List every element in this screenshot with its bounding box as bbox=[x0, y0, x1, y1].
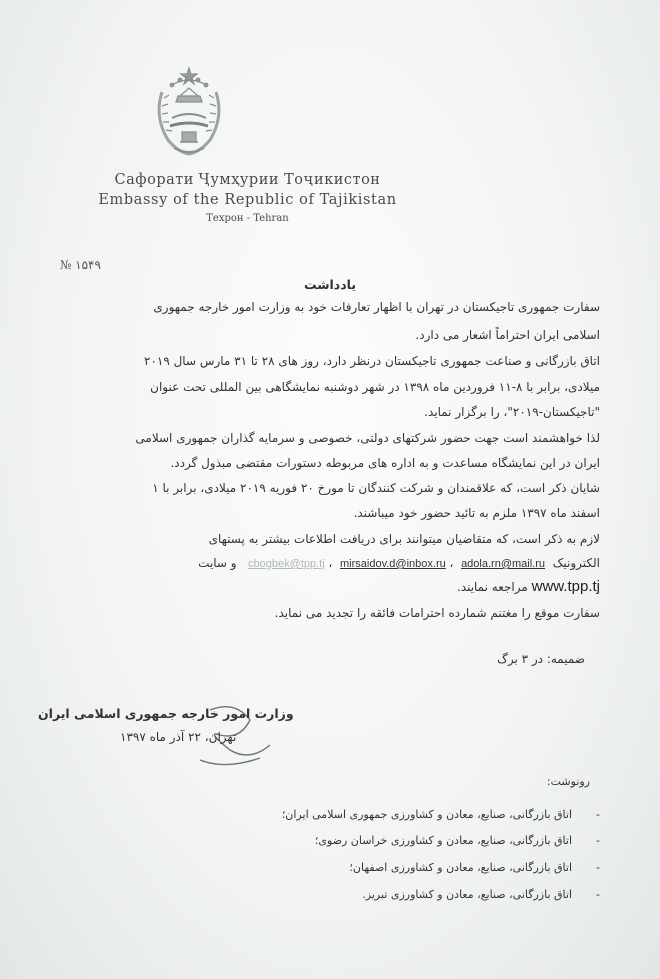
body-line-4: میلادی، برابر با ۸-۱۱ فروردین ماه ۱۳۹۸ در شهر دوشنبه نمایشگاهی بین المللی تحت عنوان bbox=[150, 380, 600, 394]
website-line bbox=[457, 578, 600, 595]
cc-item-text: اتاق بازرگانی، صنایع، معادن و کشاورزی تبریز. bbox=[362, 888, 573, 901]
attachment-note: ضمیمه: در ۳ برگ bbox=[497, 652, 585, 666]
embassy-city: Техрон - Tehran bbox=[206, 213, 289, 224]
body-line-9: اسفند ماه ۱۳۹۷ ملزم به تائید حضور خود میباشند. bbox=[353, 506, 600, 520]
body-line-5: "تاجیکستان-۲۰۱۹"، را برگزار نماید. bbox=[424, 405, 600, 419]
body-line-3: اتاق بازرگانی و صناعت جمهوری تاجیکستان درنظر دارد، روز های ۲۸ تا ۳۱ مارس سال ۲۰۱۹ bbox=[143, 354, 600, 368]
email-link-1[interactable]: adola.rn@mail.ru bbox=[461, 558, 545, 570]
state-emblem-icon bbox=[150, 62, 228, 162]
cc-item: -اتاق بازرگانی، صنایع، معادن و کشاورزی اصفهان؛ bbox=[349, 861, 600, 874]
and-site-text: و سایت bbox=[198, 556, 237, 570]
body-line-7: ایران در این نمایشگاه مساعدت و به اداره های مربوطه دستورات مقتضی مبذول گردد. bbox=[170, 456, 600, 470]
cc-item-text: اتاق بازرگانی، صنایع، معادن و کشاورزی خراسان رضوی؛ bbox=[314, 834, 573, 847]
email-line: الکترونیک adola.rn@mail.ru ، mirsaidov.d@inbox.ru ، cbogbek@tpp.tj و سایت bbox=[198, 556, 600, 570]
website-link[interactable]: www.tpp.tj bbox=[531, 578, 600, 595]
cc-label: رونوشت: bbox=[546, 775, 590, 788]
email-link-2[interactable]: mirsaidov.d@inbox.ru bbox=[340, 558, 446, 570]
embassy-title-english: Embassy of the Republic of Tajikistan bbox=[98, 192, 397, 208]
embassy-title-tajik: Сафорати Ҷумҳурии Тоҷикистон bbox=[114, 172, 381, 188]
body-line-6: لذا خواهشمند است جهت حضور شرکتهای دولتی، خصوصی و سرمایه گذاران جمهوری اسلامی bbox=[135, 431, 600, 445]
body-line-1: سفارت جمهوری تاجیکستان در تهران با اظهار تعارفات خود به وزارت امور خارجه جمهوری bbox=[153, 300, 600, 314]
cc-item-text: اتاق بازرگانی، صنایع، معادن و کشاورزی جمهوری اسلامی ایران؛ bbox=[281, 808, 573, 821]
letter-date: تهران، ۲۲ آذر ماه ۱۳۹۷ bbox=[120, 730, 237, 744]
cc-item: -اتاق بازرگانی، صنایع، معادن و کشاورزی جمهوری اسلامی ایران؛ bbox=[281, 808, 600, 821]
reference-number: № ۱۵۴۹ bbox=[60, 258, 101, 272]
cc-item: -اتاق بازرگانی، صنایع، معادن و کشاورزی تبریز. bbox=[362, 888, 600, 901]
cc-item-text: اتاق بازرگانی، صنایع، معادن و کشاورزی اصفهان؛ bbox=[349, 861, 573, 874]
email-link-3[interactable]: cbogbek@tpp.tj bbox=[248, 558, 325, 570]
recipient-name: وزارت امور خارجه جمهوری اسلامی ایران bbox=[38, 706, 294, 721]
body-line-10: لازم به ذکر است، که متقاضیان میتوانند برای دریافت اطلاعات بیشتر به پستهای bbox=[208, 532, 600, 546]
body-line-8: شایان ذکر است، که علاقمندان و شرکت کنندگان تا مورخ ۲۰ فوریه ۲۰۱۹ میلادی، برابر با ۱ bbox=[152, 481, 600, 495]
email-prefix: الکترونیک bbox=[552, 556, 600, 570]
cc-item: -اتاق بازرگانی، صنایع، معادن و کشاورزی خراسان رضوی؛ bbox=[314, 834, 600, 847]
refer-text: مراجعه نمایند. bbox=[456, 580, 528, 594]
body-line-2: اسلامی ایران احتراماً اشعار می دارد. bbox=[415, 328, 600, 342]
closing-line: سفارت موقع را مغتنم شمارده احترامات فائقه را تجدید می نماید. bbox=[274, 606, 600, 620]
note-heading: یادداشت bbox=[303, 277, 357, 292]
